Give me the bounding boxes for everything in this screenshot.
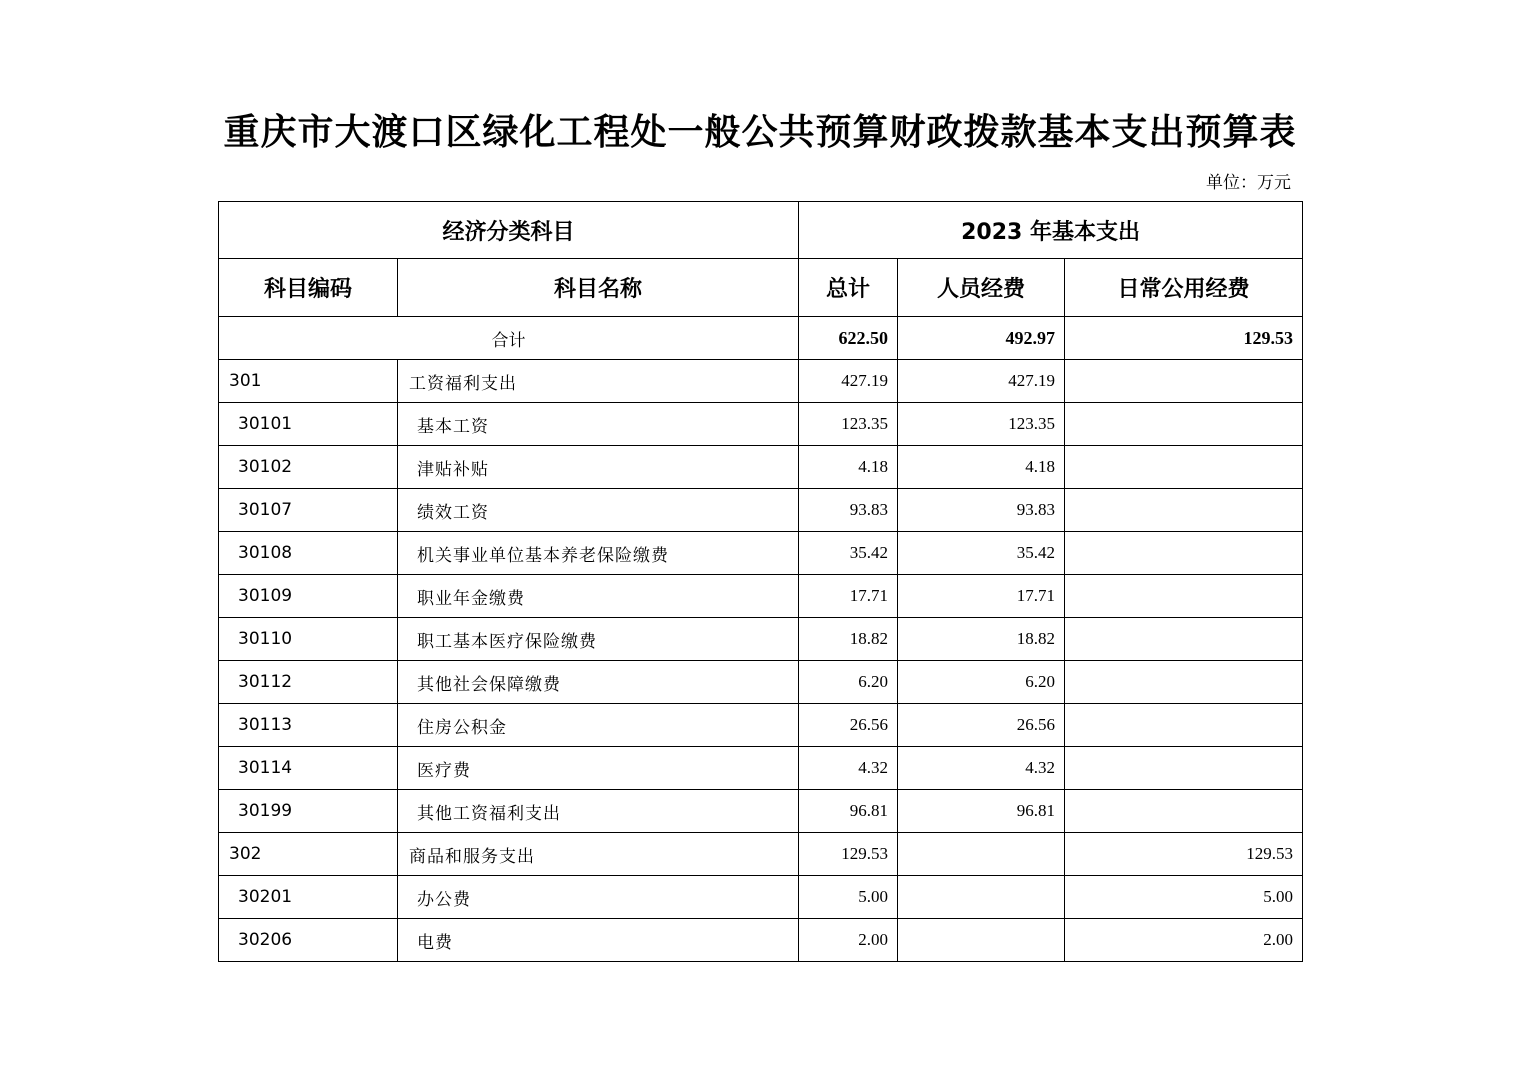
economic-group-header: 经济分类科目 — [219, 202, 799, 259]
row-name: 机关事业单位基本养老保险缴费 — [398, 532, 799, 575]
total-column-header: 总计 — [799, 259, 898, 317]
row-name: 医疗费 — [398, 747, 799, 790]
row-total: 123.35 — [799, 403, 898, 446]
row-personnel: 96.81 — [898, 790, 1065, 833]
row-total: 129.53 — [799, 833, 898, 876]
row-total: 96.81 — [799, 790, 898, 833]
table-row — [219, 618, 1303, 661]
row-code: 30107 — [219, 489, 398, 532]
table-row — [219, 919, 1303, 962]
group-header-row — [219, 202, 1303, 259]
row-personnel: 123.35 — [898, 403, 1065, 446]
row-code: 30109 — [219, 575, 398, 618]
row-personnel: 4.32 — [898, 747, 1065, 790]
row-public: 129.53 — [1065, 833, 1303, 876]
row-total: 5.00 — [799, 876, 898, 919]
table-row — [219, 661, 1303, 704]
row-personnel — [898, 833, 1065, 876]
row-public — [1065, 661, 1303, 704]
row-public — [1065, 575, 1303, 618]
row-personnel — [898, 919, 1065, 962]
row-personnel: 17.71 — [898, 575, 1065, 618]
row-total: 17.71 — [799, 575, 898, 618]
table-row — [219, 489, 1303, 532]
row-personnel: 4.18 — [898, 446, 1065, 489]
row-public — [1065, 489, 1303, 532]
row-public — [1065, 403, 1303, 446]
row-public — [1065, 446, 1303, 489]
row-name: 其他工资福利支出 — [398, 790, 799, 833]
row-total: 26.56 — [799, 704, 898, 747]
row-total: 6.20 — [799, 661, 898, 704]
row-name: 其他社会保障缴费 — [398, 661, 799, 704]
row-code: 301 — [219, 360, 398, 403]
table-row — [219, 704, 1303, 747]
row-total: 427.19 — [799, 360, 898, 403]
row-personnel — [898, 876, 1065, 919]
page-title: 重庆市大渡口区绿化工程处一般公共预算财政拨款基本支出预算表 — [223, 111, 1297, 153]
row-total: 35.42 — [799, 532, 898, 575]
row-name: 电费 — [398, 919, 799, 962]
public-column-header: 日常公用经费 — [1065, 259, 1303, 317]
row-code: 302 — [219, 833, 398, 876]
row-total: 2.00 — [799, 919, 898, 962]
table-row — [219, 446, 1303, 489]
row-personnel: 93.83 — [898, 489, 1065, 532]
total-row — [219, 317, 1303, 360]
total-personnel: 492.97 — [898, 317, 1065, 360]
row-name: 住房公积金 — [398, 704, 799, 747]
personnel-column-header: 人员经费 — [898, 259, 1065, 317]
row-code: 30110 — [219, 618, 398, 661]
row-personnel: 6.20 — [898, 661, 1065, 704]
row-code: 30201 — [219, 876, 398, 919]
table-row — [219, 575, 1303, 618]
name-column-header: 科目名称 — [398, 259, 799, 317]
table-row — [219, 360, 1303, 403]
row-name: 绩效工资 — [398, 489, 799, 532]
row-public — [1065, 704, 1303, 747]
row-public — [1065, 360, 1303, 403]
table-row — [219, 747, 1303, 790]
row-personnel: 18.82 — [898, 618, 1065, 661]
row-total: 4.32 — [799, 747, 898, 790]
row-code: 30108 — [219, 532, 398, 575]
row-name: 职业年金缴费 — [398, 575, 799, 618]
year-basic-group-header: 2023 年基本支出 — [799, 202, 1303, 259]
row-code: 30206 — [219, 919, 398, 962]
row-public — [1065, 747, 1303, 790]
table-row — [219, 876, 1303, 919]
row-name: 办公费 — [398, 876, 799, 919]
budget-table — [218, 201, 1303, 962]
row-code: 30113 — [219, 704, 398, 747]
row-name: 商品和服务支出 — [398, 833, 799, 876]
row-public — [1065, 790, 1303, 833]
row-code: 30101 — [219, 403, 398, 446]
row-name: 基本工资 — [398, 403, 799, 446]
row-total: 18.82 — [799, 618, 898, 661]
table-row — [219, 532, 1303, 575]
table-row — [219, 403, 1303, 446]
row-public: 5.00 — [1065, 876, 1303, 919]
row-name: 津贴补贴 — [398, 446, 799, 489]
row-code: 30199 — [219, 790, 398, 833]
row-personnel: 35.42 — [898, 532, 1065, 575]
unit-label: 单位：万元 — [1206, 173, 1291, 193]
row-code: 30112 — [219, 661, 398, 704]
row-personnel: 427.19 — [898, 360, 1065, 403]
row-total: 93.83 — [799, 489, 898, 532]
row-name: 职工基本医疗保险缴费 — [398, 618, 799, 661]
row-name: 工资福利支出 — [398, 360, 799, 403]
row-public — [1065, 532, 1303, 575]
row-personnel: 26.56 — [898, 704, 1065, 747]
row-total: 4.18 — [799, 446, 898, 489]
total-label: 合计 — [219, 317, 799, 360]
total-public: 129.53 — [1065, 317, 1303, 360]
column-header-row — [219, 259, 1303, 317]
code-column-header: 科目编码 — [219, 259, 398, 317]
row-code: 30114 — [219, 747, 398, 790]
row-code: 30102 — [219, 446, 398, 489]
row-public — [1065, 618, 1303, 661]
total-sum: 622.50 — [799, 317, 898, 360]
row-public: 2.00 — [1065, 919, 1303, 962]
table-row — [219, 790, 1303, 833]
table-row — [219, 833, 1303, 876]
